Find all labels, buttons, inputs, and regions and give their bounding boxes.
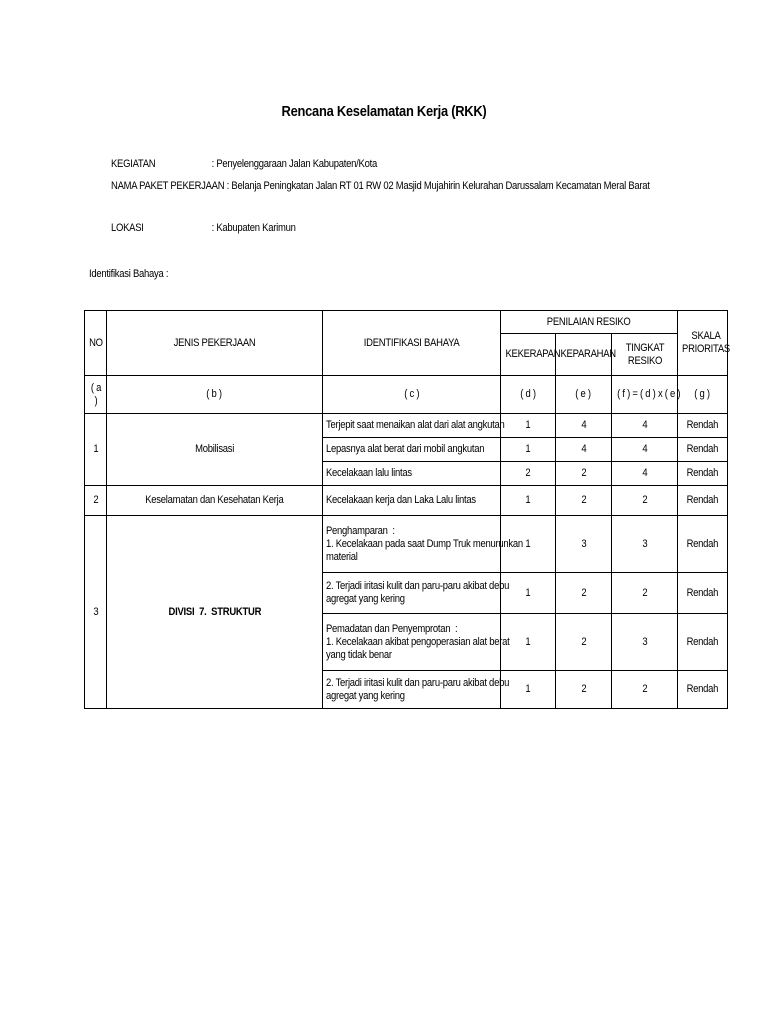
row-jenis: Keselamatan dan Kesehatan Kerja: [107, 486, 323, 516]
meta-value: : Belanja Peningkatan Jalan RT 01 RW 02 Masjid Mujahirin Kelurahan Darussalam Kecamatan Meral Barat: [226, 180, 650, 192]
row-keparahan: 2: [556, 486, 612, 516]
row-no: 2: [85, 486, 107, 516]
code-cell: ( c ): [323, 376, 501, 414]
row-no: 3: [85, 516, 107, 709]
meta-kegiatan: [111, 158, 377, 170]
row-keparahan: 2: [556, 614, 612, 671]
row-bahaya: Kecelakaan kerja dan Laka Lalu lintas: [323, 486, 501, 516]
meta-nama-paket: [111, 180, 650, 192]
table-row: [85, 486, 728, 516]
header-kekerapan: KEKERAPAN: [501, 334, 556, 376]
row-skala: Rendah: [678, 516, 728, 573]
row-keparahan: 3: [556, 516, 612, 573]
row-bahaya: Kecelakaan lalu lintas: [323, 462, 501, 486]
header-tingkat: TINGKAT RESIKO: [612, 334, 678, 376]
row-tingkat: 3: [612, 516, 678, 573]
table-row: [85, 414, 728, 438]
row-skala: Rendah: [678, 414, 728, 438]
row-tingkat: 4: [612, 438, 678, 462]
code-cell: ( f ) = ( d ) x ( e ): [612, 376, 678, 414]
row-jenis: DIVISI 7. STRUKTUR: [107, 516, 323, 709]
row-kekerapan: 1: [501, 438, 556, 462]
code-cell: ( a ): [85, 376, 107, 414]
header-no: NO: [85, 311, 107, 376]
row-bahaya: Penghamparan : 1. Kecelakaan pada saat Dump Truk menurunkan material: [323, 516, 501, 573]
row-kekerapan: 1: [501, 516, 556, 573]
row-tingkat: 2: [612, 671, 678, 709]
header-keparahan: KEPARAHAN: [556, 334, 612, 376]
code-cell: ( b ): [107, 376, 323, 414]
row-kekerapan: 2: [501, 462, 556, 486]
row-keparahan: 4: [556, 438, 612, 462]
row-kekerapan: 1: [501, 486, 556, 516]
row-keparahan: 4: [556, 414, 612, 438]
header-penilaian: PENILAIAN RESIKO: [501, 311, 678, 334]
code-cell: ( d ): [501, 376, 556, 414]
row-skala: Rendah: [678, 486, 728, 516]
row-no: 1: [85, 414, 107, 486]
row-skala: Rendah: [678, 462, 728, 486]
section-label: Identifikasi Bahaya :: [89, 268, 169, 280]
row-kekerapan: 1: [501, 671, 556, 709]
row-kekerapan: 1: [501, 414, 556, 438]
page-title: Rencana Keselamatan Kerja (RKK): [281, 103, 487, 120]
code-cell: ( g ): [678, 376, 728, 414]
header-row: [85, 311, 728, 334]
row-tingkat: 4: [612, 414, 678, 438]
meta-value: : Penyelenggaraan Jalan Kabupaten/Kota: [211, 158, 377, 170]
risk-table: [84, 310, 728, 709]
meta-label: NAMA PAKET PEKERJAAN: [111, 180, 225, 192]
meta-value: : Kabupaten Karimun: [211, 222, 296, 234]
row-tingkat: 2: [612, 573, 678, 614]
header-skala: SKALA PRIORITAS: [678, 311, 728, 376]
row-bahaya: 2. Terjadi iritasi kulit dan paru-paru akibat debu agregat yang kering: [323, 573, 501, 614]
meta-label: KEGIATAN: [111, 158, 156, 170]
row-skala: Rendah: [678, 614, 728, 671]
row-keparahan: 2: [556, 671, 612, 709]
meta-lokasi: [111, 222, 296, 234]
row-bahaya: 2. Terjadi iritasi kulit dan paru-paru akibat debu agregat yang kering: [323, 671, 501, 709]
header-jenis: JENIS PEKERJAAN: [107, 311, 323, 376]
code-row: [85, 376, 728, 414]
meta-label: LOKASI: [111, 222, 144, 234]
header-identifikasi: IDENTIFIKASI BAHAYA: [323, 311, 501, 376]
row-keparahan: 2: [556, 462, 612, 486]
row-bahaya: Pemadatan dan Penyemprotan : 1. Kecelakaan akibat pengoperasian alat berat yang tidak benar: [323, 614, 501, 671]
row-tingkat: 3: [612, 614, 678, 671]
row-tingkat: 2: [612, 486, 678, 516]
row-kekerapan: 1: [501, 573, 556, 614]
row-skala: Rendah: [678, 438, 728, 462]
row-kekerapan: 1: [501, 614, 556, 671]
row-jenis: Mobilisasi: [107, 414, 323, 486]
row-tingkat: 4: [612, 462, 678, 486]
row-skala: Rendah: [678, 573, 728, 614]
row-bahaya: Lepasnya alat berat dari mobil angkutan: [323, 438, 501, 462]
code-cell: ( e ): [556, 376, 612, 414]
row-keparahan: 2: [556, 573, 612, 614]
table-row: [85, 516, 728, 573]
row-skala: Rendah: [678, 671, 728, 709]
row-bahaya: Terjepit saat menaikan alat dari alat angkutan: [323, 414, 501, 438]
